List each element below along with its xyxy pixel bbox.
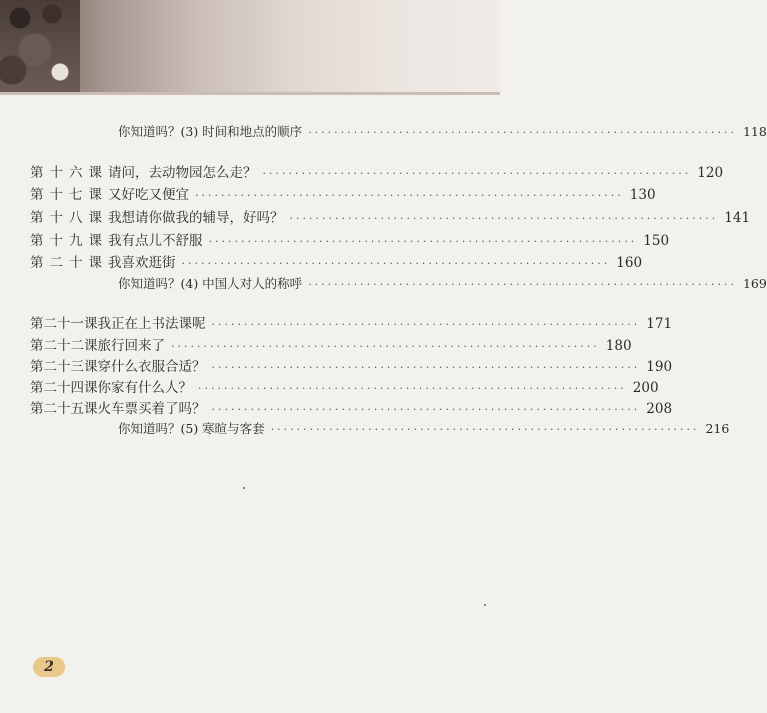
- leader-dots: ··································································: [181, 257, 611, 270]
- toc-entry-did-you-know-4[interactable]: [118, 274, 767, 292]
- lesson-title: 火车票买着了吗？: [97, 401, 206, 417]
- leader-dots: ··································································: [195, 189, 624, 202]
- lesson-title: 我正在上书法课呢: [97, 316, 206, 332]
- toc-entry-lesson-16[interactable]: [30, 161, 724, 181]
- lesson-title: 穿什么衣服合适？: [97, 359, 206, 375]
- lesson-title: 旅行回来了: [97, 338, 165, 354]
- lesson-number: 第二十课: [30, 255, 108, 271]
- lesson-title: 你家有什么人？: [97, 380, 192, 396]
- toc-entry-lesson-25[interactable]: [30, 397, 673, 417]
- lesson-page: 141: [724, 210, 751, 226]
- toc-entry-page: 118: [742, 124, 767, 139]
- lesson-page: 190: [646, 359, 673, 375]
- lesson-title: 请问，去动物园怎么走？: [108, 165, 257, 181]
- page-number: 2: [44, 659, 54, 675]
- lesson-number: 第二十五课: [30, 401, 98, 417]
- page-number-badge: [33, 657, 65, 677]
- leader-dots: ··································································: [208, 235, 638, 248]
- lesson-number: 第十九课: [30, 233, 108, 249]
- leader-dots: ··································································: [262, 167, 692, 180]
- toc-entry-title: 你知道吗？(3) 时间和地点的顺序: [118, 124, 303, 139]
- toc-entry-did-you-know-5[interactable]: [118, 419, 730, 437]
- lesson-page: 130: [629, 187, 656, 203]
- lesson-number: 第二十三课: [30, 359, 98, 375]
- toc-entry-page: 169: [742, 276, 767, 291]
- lesson-number: 第十六课: [30, 165, 108, 181]
- toc-entry-lesson-24[interactable]: [30, 376, 659, 396]
- lesson-title: 又好吃又便宜: [108, 187, 189, 203]
- toc-entry-lesson-20[interactable]: [30, 251, 643, 271]
- lesson-number: 第二十二课: [30, 338, 98, 354]
- toc-entry-lesson-19[interactable]: [30, 229, 670, 249]
- lesson-number: 第十八课: [30, 210, 108, 226]
- toc-entry-title: 你知道吗？(5) 寒暄与客套: [118, 421, 265, 436]
- lesson-title: 我想请你做我的辅导，好吗？: [108, 210, 284, 226]
- toc-entry-title: 你知道吗？(4) 中国人对人的称呼: [118, 276, 303, 291]
- leader-dots: ··································································: [211, 361, 641, 374]
- toc-entry-lesson-23[interactable]: [30, 355, 673, 375]
- toc-entry-lesson-22[interactable]: [30, 334, 632, 354]
- toc-entry-lesson-21[interactable]: [30, 312, 673, 332]
- leader-dots: ··································································: [270, 423, 700, 436]
- leader-dots: ··································································: [211, 403, 641, 416]
- toc-entry-page: 216: [705, 421, 730, 436]
- print-speck: [484, 604, 486, 606]
- lesson-title: 我喜欢逛街: [108, 255, 176, 271]
- lesson-page: 180: [605, 338, 632, 354]
- lesson-number: 第二十四课: [30, 380, 98, 396]
- leader-dots: ··································································: [289, 212, 719, 225]
- leader-dots: ··································································: [308, 278, 737, 291]
- lesson-page: 200: [632, 380, 659, 396]
- lesson-page: 120: [697, 165, 724, 181]
- leader-dots: ··································································: [211, 318, 641, 331]
- lesson-page: 171: [646, 316, 673, 332]
- lesson-page: 150: [643, 233, 670, 249]
- print-speck: [243, 487, 245, 489]
- lesson-number: 第十七课: [30, 187, 108, 203]
- leader-dots: ··································································: [198, 382, 627, 395]
- lesson-title: 我有点儿不舒服: [108, 233, 203, 249]
- leader-dots: ··································································: [308, 126, 737, 139]
- toc-entry-did-you-know-3[interactable]: [118, 122, 767, 140]
- toc-entry-lesson-17[interactable]: [30, 183, 656, 203]
- toc-entry-lesson-18[interactable]: [30, 206, 751, 226]
- leader-dots: ··································································: [171, 340, 600, 353]
- lesson-page: 208: [646, 401, 673, 417]
- lesson-number: 第二十一课: [30, 316, 98, 332]
- lesson-page: 160: [616, 255, 643, 271]
